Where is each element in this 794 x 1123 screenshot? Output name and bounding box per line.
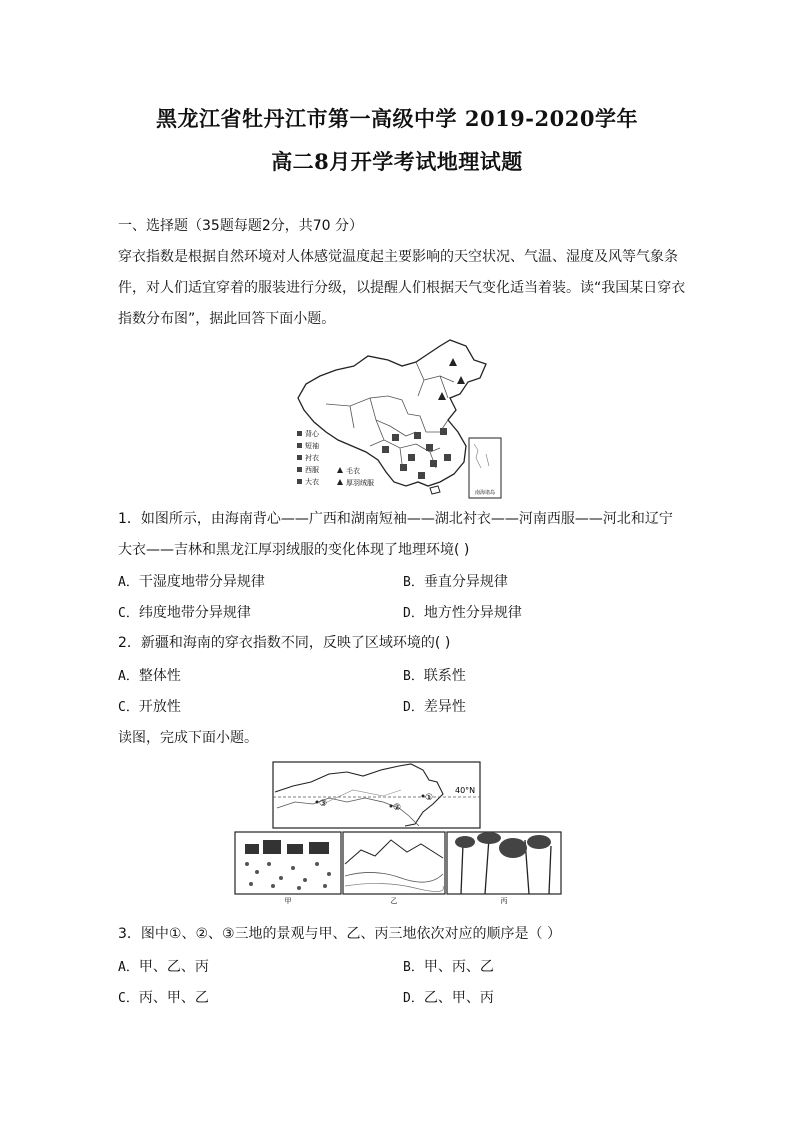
marker-3: ③ bbox=[319, 799, 328, 809]
q1-option-a[interactable]: A．干湿度地带分异规律 bbox=[118, 574, 265, 590]
q2-stem: 2．新疆和海南的穿衣指数不同，反映了区域环境的( ) bbox=[118, 635, 451, 651]
read-figure-instruction: 读图，完成下面小题。 bbox=[118, 730, 258, 746]
q3-option-b[interactable]: B．甲、丙、乙 bbox=[403, 959, 494, 975]
title-line-1: 黑龙江省牡丹江市第一高级中学 2019-2020学年 bbox=[156, 106, 638, 131]
landscape-figure bbox=[233, 760, 563, 906]
panel-label-yi: 乙 bbox=[390, 897, 398, 905]
panel-label-jia: 甲 bbox=[284, 897, 292, 905]
title-line-2: 高二8月开学考试地理试题 bbox=[271, 149, 523, 174]
legend-item-3: 衬衣 bbox=[305, 454, 319, 462]
legend-item-4: 西服 bbox=[305, 466, 319, 474]
q1-option-c[interactable]: C．纬度地带分异规律 bbox=[118, 605, 251, 621]
q1-stem-line-1: 1．如图所示，由海南背心——广西和湖南短袖——湖北衬衣——河南西服——河北和辽宁 bbox=[118, 511, 673, 527]
section-heading: 一、选择题（35题每题2分，共70 分） bbox=[118, 218, 363, 234]
legend-item-5: 大衣 bbox=[305, 478, 319, 486]
legend-item-1: 背心 bbox=[305, 430, 319, 438]
clothing-index-map bbox=[290, 336, 505, 502]
legend-item-2: 短袖 bbox=[305, 442, 319, 450]
q3-stem: 3．图中①、②、③三地的景观与甲、乙、丙三地依次对应的顺序是（ ） bbox=[118, 926, 562, 942]
legend-item-6: 毛衣 bbox=[346, 467, 360, 475]
latitude-label: 40°N bbox=[455, 786, 476, 795]
marker-1: ① bbox=[425, 793, 434, 803]
q2-option-b[interactable]: B．联系性 bbox=[403, 668, 466, 684]
q1-option-d[interactable]: D．地方性分异规律 bbox=[403, 605, 522, 621]
q3-option-a[interactable]: A．甲、乙、丙 bbox=[118, 959, 209, 975]
q2-option-a[interactable]: A．整体性 bbox=[118, 668, 181, 684]
inset-label: 南海诸岛 bbox=[474, 490, 496, 496]
q3-option-c[interactable]: C．丙、甲、乙 bbox=[118, 990, 209, 1006]
q2-option-d[interactable]: D．差异性 bbox=[403, 699, 466, 715]
legend-item-7: 厚羽绒服 bbox=[346, 479, 374, 487]
q2-option-c[interactable]: C．开放性 bbox=[118, 699, 181, 715]
q1-stem-line-2: 大衣——吉林和黑龙江厚羽绒服的变化体现了地理环境( ) bbox=[118, 542, 470, 558]
panel-label-bing: 丙 bbox=[500, 897, 508, 905]
intro-paragraph: 穿衣指数是根据自然环境对人体感觉温度起主要影响的天空状况、气温、湿度及风等气象条件，对人们适宜穿着的服装进行分级，以提醒人们根据天气变化适当着装。读“我国某日穿衣指数分布图”，据此回答下面小题。 bbox=[118, 249, 686, 327]
marker-2: ② bbox=[393, 803, 402, 813]
q3-option-d[interactable]: D．乙、甲、丙 bbox=[403, 990, 494, 1006]
q1-option-b[interactable]: B．垂直分异规律 bbox=[403, 574, 508, 590]
